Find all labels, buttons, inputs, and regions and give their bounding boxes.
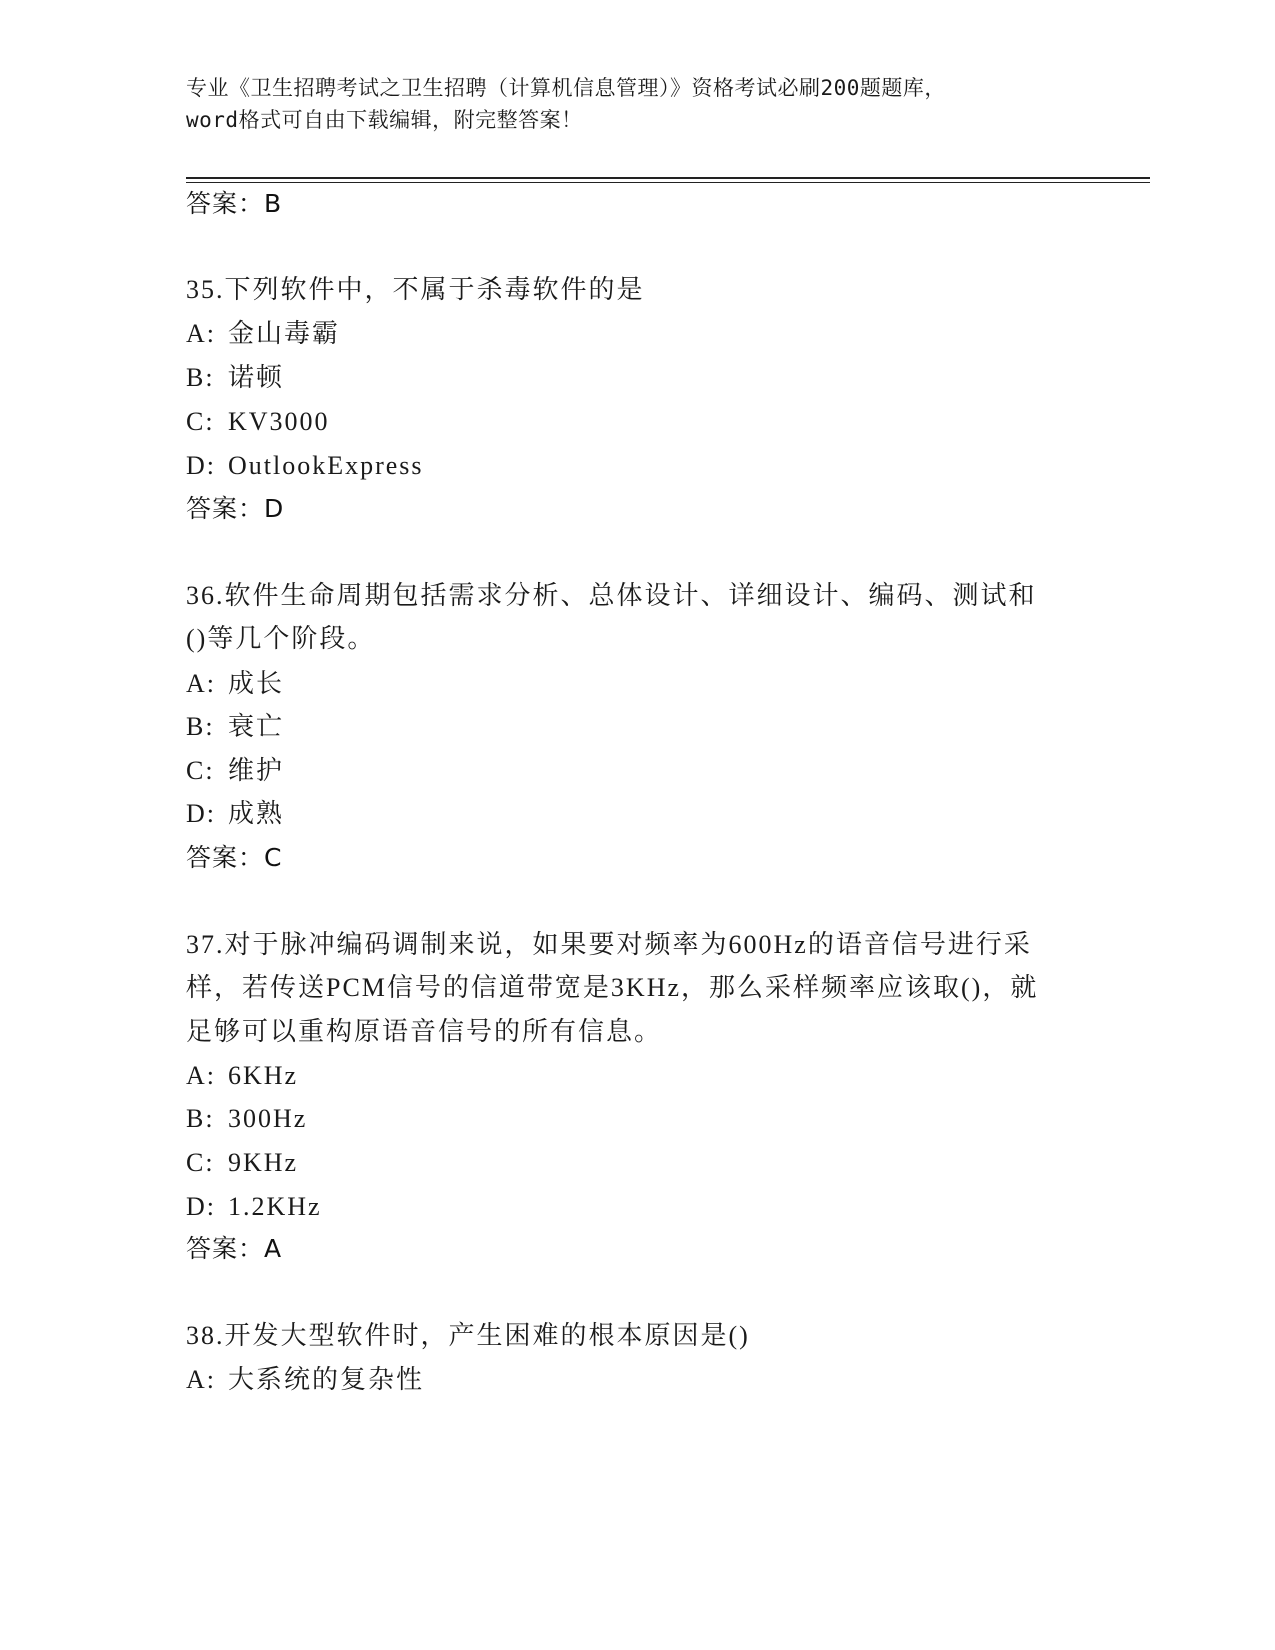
question-stem-cont: 样，若传送PCM信号的信道带宽是3KHz，那么采样频率应该取()，就 bbox=[186, 973, 1039, 1002]
option-d bbox=[186, 450, 424, 482]
answer-line: 答案：D bbox=[186, 494, 285, 523]
option-b bbox=[186, 362, 284, 394]
option-label: D: bbox=[186, 451, 216, 480]
question-stem: 36.软件生命周期包括需求分析、总体设计、详细设计、编码、测试和 bbox=[186, 581, 1037, 610]
option-label: C: bbox=[186, 1148, 215, 1177]
option-text: KV3000 bbox=[228, 407, 330, 436]
option-label: A: bbox=[186, 669, 216, 698]
header-line-2: word格式可自由下载编辑，附完整答案！ bbox=[186, 108, 583, 132]
option-b bbox=[186, 711, 284, 743]
option-label: D: bbox=[186, 799, 216, 828]
answer-line: 答案：A bbox=[186, 1234, 283, 1263]
option-d bbox=[186, 798, 284, 830]
option-a bbox=[186, 668, 284, 700]
option-text: 6KHz bbox=[228, 1061, 299, 1090]
option-label: A: bbox=[186, 1061, 216, 1090]
answer-line: 答案：B bbox=[186, 189, 283, 218]
option-label: A: bbox=[186, 1365, 216, 1394]
question-stem-cont: ()等几个阶段。 bbox=[186, 624, 376, 653]
question-stem: 38.开发大型软件时，产生困难的根本原因是() bbox=[186, 1321, 750, 1350]
option-label: C: bbox=[186, 407, 215, 436]
header-divider bbox=[186, 177, 1150, 179]
option-label: C: bbox=[186, 756, 215, 785]
question-stem: 35.下列软件中，不属于杀毒软件的是 bbox=[186, 275, 645, 304]
option-text: 金山毒霸 bbox=[228, 319, 341, 348]
option-label: B: bbox=[186, 1104, 215, 1133]
option-text: 大系统的复杂性 bbox=[228, 1365, 425, 1394]
option-text: 成熟 bbox=[228, 799, 285, 828]
option-a bbox=[186, 1364, 424, 1396]
option-c bbox=[186, 406, 330, 438]
option-b bbox=[186, 1103, 307, 1135]
option-text: 300Hz bbox=[228, 1104, 308, 1133]
document-header bbox=[186, 72, 1086, 136]
option-c bbox=[186, 755, 284, 787]
header-line-1: 专业《卫生招聘考试之卫生招聘（计算机信息管理）》资格考试必刷200题题库， bbox=[186, 76, 946, 100]
option-d bbox=[186, 1191, 322, 1223]
header-divider-thin bbox=[186, 182, 1150, 183]
option-c bbox=[186, 1147, 298, 1179]
option-text: 诺顿 bbox=[228, 363, 285, 392]
option-text: 9KHz bbox=[228, 1148, 299, 1177]
question-stem-cont: 足够可以重构原语音信号的所有信息。 bbox=[186, 1017, 663, 1046]
option-a bbox=[186, 318, 340, 350]
option-label: D: bbox=[186, 1192, 216, 1221]
option-text: OutlookExpress bbox=[228, 451, 424, 480]
question-stem: 37.对于脉冲编码调制来说，如果要对频率为600Hz的语音信号进行采 bbox=[186, 930, 1032, 959]
option-text: 维护 bbox=[228, 756, 285, 785]
option-label: A: bbox=[186, 319, 216, 348]
answer-line: 答案：C bbox=[186, 843, 283, 872]
option-label: B: bbox=[186, 363, 215, 392]
option-text: 成长 bbox=[228, 669, 285, 698]
option-text: 1.2KHz bbox=[228, 1192, 322, 1221]
option-a bbox=[186, 1060, 298, 1092]
option-text: 衰亡 bbox=[228, 712, 285, 741]
option-label: B: bbox=[186, 712, 215, 741]
